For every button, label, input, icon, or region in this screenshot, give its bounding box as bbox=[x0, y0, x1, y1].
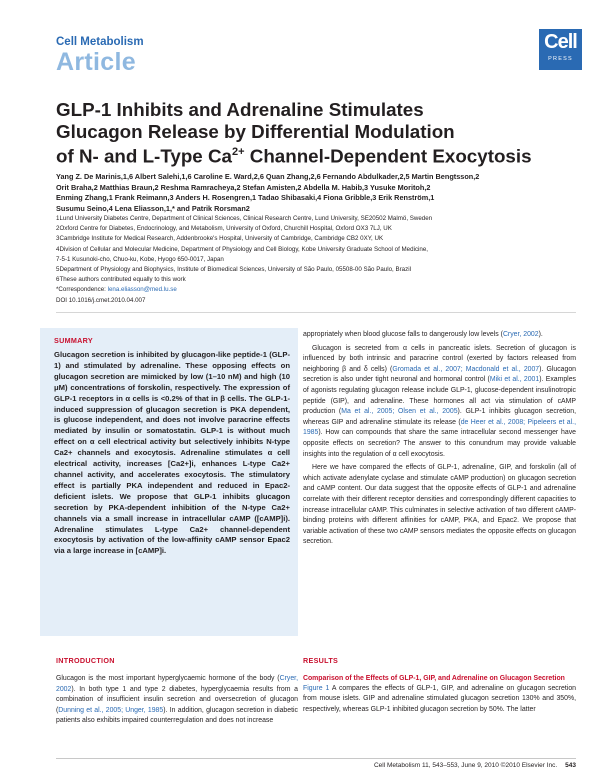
logo-text: Cell bbox=[544, 31, 577, 53]
affiliation: 4Division of Cellular and Molecular Medicine, Department of Physiology and Cell Biology, Kobe University Graduate School of Medicine, bbox=[56, 245, 429, 253]
doi: DOI 10.1016/j.cmet.2010.04.007 bbox=[56, 296, 146, 304]
affiliation: 2Oxford Centre for Diabetes, Endocrinology, and Metabolism, University of Oxford, Churchill Hospital, Oxford OX3 7LJ, UK bbox=[56, 225, 392, 233]
author-line: Enming Zhang,1 Frank Reimann,3 Anders H. Rosengren,1 Tadao Shibasaki,4 Fiona Gribble,3 Erik Renström,1 bbox=[56, 193, 435, 203]
email-link[interactable]: lena.eliasson@med.lu.se bbox=[107, 286, 177, 294]
footer-citation: Cell Metabolism 11, 543–553, June 9, 2010 ©2010 Elsevier Inc. bbox=[373, 762, 558, 769]
page-footer bbox=[300, 762, 576, 769]
citation-link[interactable]: de Heer et al., 2008; Pipeleers et al., 1985 bbox=[303, 418, 576, 437]
paragraph: Glucagon is secreted from α cells in pancreatic islets. Secretion of glucagon is influenced by both intrinsic and paracrine control (exerted by factors released from neighboring β and δ cells) (Gromada et al., 2007; Macdonald et al., 2007). Glucagon secretion is also under tight neuronal and hormonal control (Miki et al., 2001). Examples of agonists regulating glucagon release include GLP-1, glucose-dependent insulinotropic peptide (GIP), and adrenaline. These hormones all act via stimulation of cAMP production (Ma et al., 2005; Olsen et al., 2005). GLP-1 inhibits glucagon secretion, whereas GIP and adrenaline stimulate its release (de Heer et al., 2008; Pipeleers et al., 1985). How can compounds that share the same intracellular second messenger have opposite effects on secretion? The answer to this conundrum may provide valuable insights into the regulation of α cell exocytosis. bbox=[303, 344, 576, 458]
article-type: Article bbox=[56, 48, 136, 76]
paper-title bbox=[56, 99, 576, 167]
journal-name: Cell Metabolism bbox=[56, 36, 144, 48]
title-line: Glucagon Release by Differential Modulation bbox=[56, 120, 455, 142]
divider bbox=[56, 312, 576, 313]
affiliation: 7-5-1 Kusunoki-cho, Chuo-ku, Kobe, Hyogo 650-0017, Japan bbox=[56, 255, 224, 263]
author-line: Yang Z. De Marinis,1,6 Albert Salehi,1,6 Caroline E. Ward,2,6 Quan Zhang,2,6 Fernando Abdulkader,2,5 Martin Bengtsson,2 bbox=[56, 172, 480, 181]
affiliation: 5Department of Physiology and Biophysics, Institute of Biomedical Sciences, University of São Paulo, 05508-00 São Paulo, Brazil bbox=[56, 266, 411, 274]
page-number: 543 bbox=[565, 762, 576, 769]
affiliations bbox=[56, 214, 576, 306]
summary-text: Glucagon secretion is inhibited by glucagon-like peptide-1 (GLP-1) and stimulated by adrenaline. These opposing effects on glucagon secretion are mimicked by low (1–10 nM) and high (10 μM) concentrations of forskolin, respectively. The expression of GLP-1 receptors in α cells is <0.2% of that in β cells. The GLP-1-induced suppression of glucagon secretion is PKA dependent, is glucose independent, and does not involve paracrine effects mediated by insulin or somatostatin. GLP-1 is without much effect on α cell electrical activity but selectively inhibits N-type Ca2+ channels and exocytosis. Adrenaline stimulates α cell electrical activity, increases [Ca2+]i, enhances L-type Ca2+ channel activity, and accelerates exocytosis. The stimulatory effect is partially PKA independent and reduced in Epac2-deficient islets. We propose that GLP-1 inhibits glucagon secretion by PKA-dependent inhibition of the N-type Ca2+ channels via a small increase in intracellular cAMP ([cAMP]i). Adrenaline stimulates L-type Ca2+ channel-dependent exocytosis by activation of the low-affinity cAMP sensor Epac2 via a large increase in [cAMP]i. bbox=[54, 350, 290, 556]
citation-link[interactable]: Gromada et al., 2007; Macdonald et al., 2007 bbox=[392, 365, 540, 373]
citation-link[interactable]: Cryer, 2002 bbox=[56, 675, 298, 693]
figure-link[interactable]: Figure 1 bbox=[303, 684, 330, 692]
summary-box bbox=[40, 328, 298, 636]
paragraph: Here we have compared the effects of GLP-1, adrenaline, GIP, and forskolin (all of which activate adenylate cyclase and stimulate cAMP production) on glucagon secretion and cAMP content. Our data suggest that the opposite effects of GLP-1 and adrenaline correlate with their different receptor densities and correspondingly different capacities to increase intracellular cAMP. This culminates in selective activation of two different cAMP-binding proteins with different affinities for cAMP, PKA, and Epac2. We propose that variable activation of these two cAMP sensors mediates the opposite effects on glucagon secretion. bbox=[303, 464, 576, 546]
summary-heading: SUMMARY bbox=[54, 336, 93, 345]
affiliation: 3Cambridge Institute for Medical Research, Addenbrooke's Hospital, University of Cambridge, Cambridge CB2 0XY, UK bbox=[56, 235, 384, 243]
citation-link[interactable]: Ma et al., 2005; Olsen et al., 2005 bbox=[341, 408, 458, 416]
results-subheading: Comparison of the Effects of GLP-1, GIP, and Adrenaline on Glucagon Secretion bbox=[303, 675, 565, 682]
cell-press-logo bbox=[539, 29, 582, 70]
affiliation: 1Lund University Diabetes Centre, Department of Clinical Sciences, Clinical Research Centre, Lund University, SE20502 Malmö, Sweden bbox=[56, 215, 433, 222]
paragraph: Figure 1 A compares the effects of GLP-1, GIP, and adrenaline on glucagon secretion from mouse islets. GIP and adrenaline stimulated glucagon secretion 130% and 350%, respectively, whereas GLP-1 inhibited glucagon secretion by 50%. The latter bbox=[303, 684, 576, 713]
footer-divider bbox=[56, 758, 576, 759]
introduction-text: Glucagon is the most important hyperglycaemic hormone of the body (Cryer, 2002). In both type 1 and type 2 diabetes, hyperglycaemia results from a combination of insufficient insulin secretion and oversecretion of glucagon (Dunning et al., 2005; Unger, 1985). In addition, glucagon secretion in diabetic patients also exhibits impaired counterregulation and does not increase bbox=[56, 675, 298, 725]
introduction-heading: INTRODUCTION bbox=[56, 656, 115, 665]
logo-subtext: PRESS bbox=[548, 56, 573, 62]
author-line: Orit Braha,2 Matthias Braun,2 Reshma Ramracheya,2 Stefan Amisten,2 Abdella M. Habib,3 Yusuke Moritoh,2 bbox=[56, 182, 431, 192]
title-line: of N- and L-Type $Ca^{2+}$ Channel-Dependent Exocytosis bbox=[56, 145, 532, 167]
author-line: Susumu Seino,4 Lena Eliasson,1,* and Patrik Rorsman2 bbox=[56, 203, 250, 213]
right-column-text bbox=[303, 330, 576, 548]
citation-link[interactable]: Dunning et al., 2005; Unger, 1985 bbox=[58, 706, 164, 714]
correspondence: *Correspondence: lena.eliasson@med.lu.se bbox=[56, 286, 177, 294]
paragraph: appropriately when blood glucose falls to dangerously low levels (Cryer, 2002). bbox=[303, 331, 543, 338]
title-line: GLP-1 Inhibits and Adrenaline Stimulates bbox=[56, 99, 424, 120]
citation-link[interactable]: Cryer, 2002 bbox=[502, 331, 539, 338]
citation-link[interactable]: Miki et al., 2001 bbox=[489, 376, 540, 384]
results-heading: RESULTS bbox=[303, 656, 339, 665]
affiliation: 6These authors contributed equally to this work bbox=[56, 276, 186, 284]
results-text bbox=[303, 674, 576, 715]
author-list bbox=[56, 172, 576, 214]
